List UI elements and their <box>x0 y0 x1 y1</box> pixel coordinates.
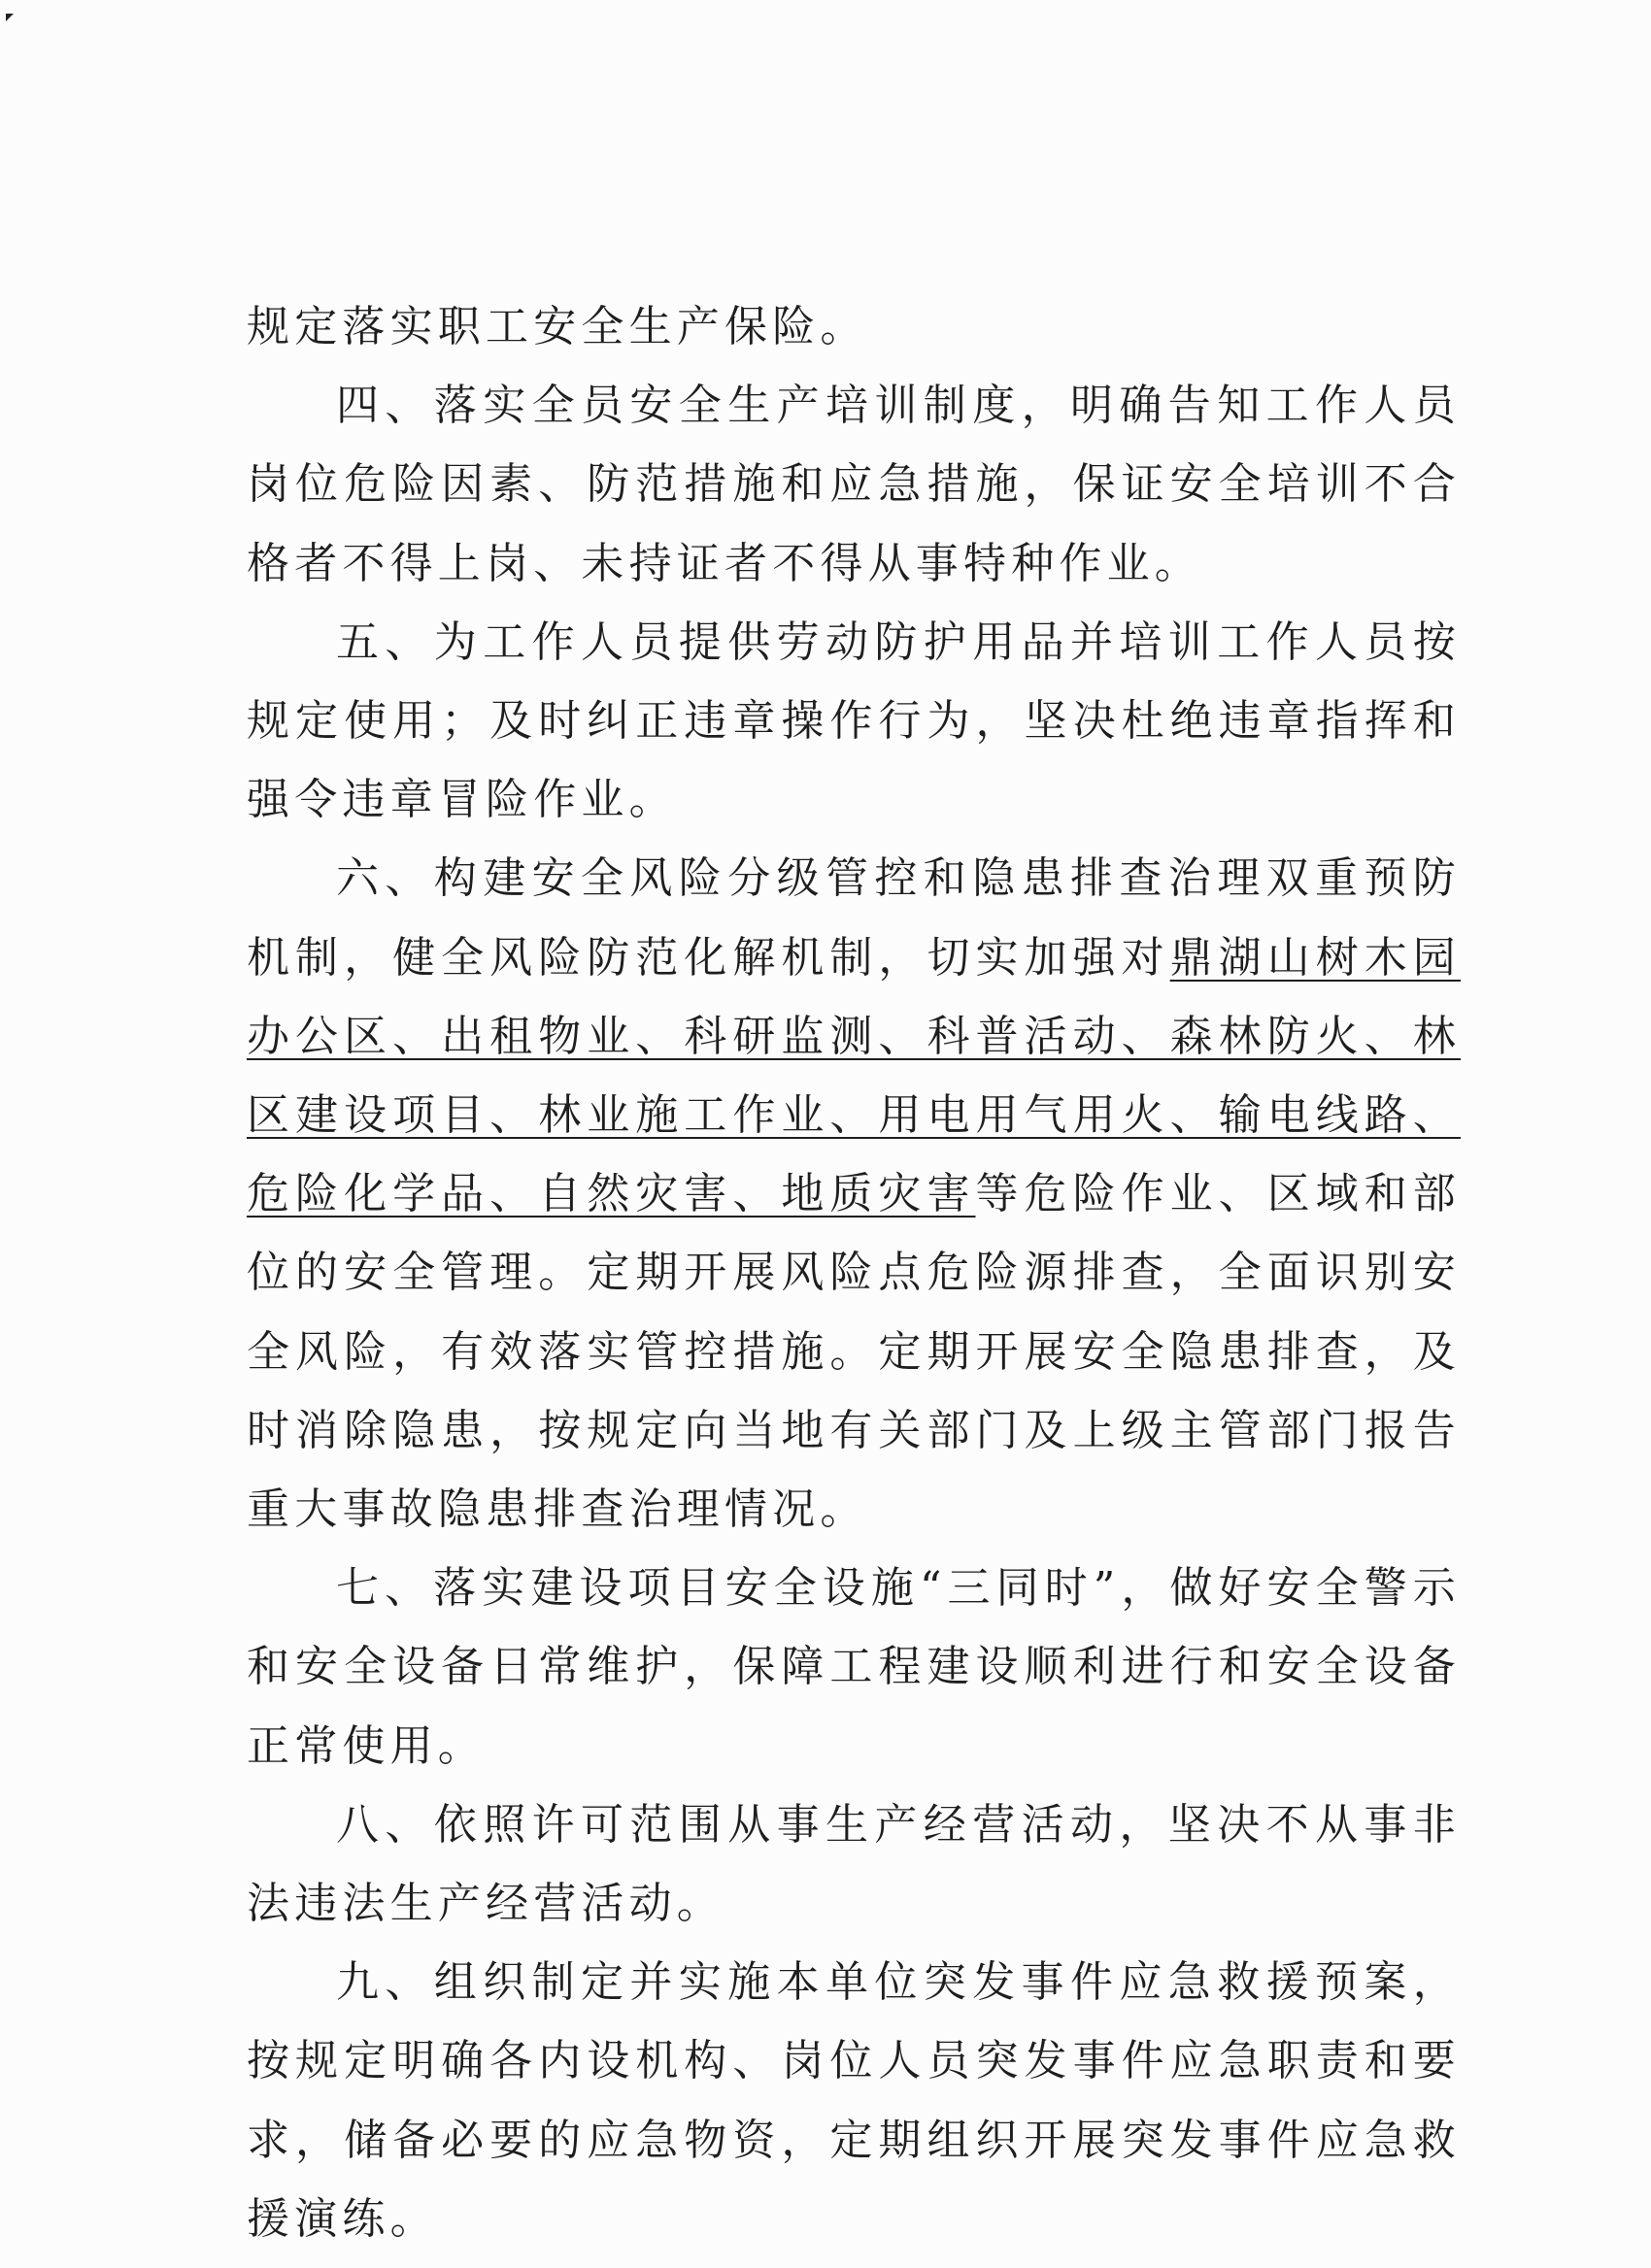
paragraph-item-6 <box>247 839 1461 1549</box>
scan-corner-mark <box>6 14 14 21</box>
paragraph-item-7: 七、落实建设项目安全设施“三同时”，做好安全警示和安全设备日常维护，保障工程建设顺利进行和安全设备正常使用。 <box>247 1563 1461 1771</box>
paragraph-item-6-lead: 六、构建安全风险分级管控和隐患排查治理双重预防机制，健全风险防范化解机制，切实加强对 <box>247 853 1461 983</box>
underlined-risk-areas: 鼎湖山树木园办公区、出租物业、科研监测、科普活动、森林防火、林区建设项目、林业施工作业、用电用气用火、输电线路、危险化学品、自然灾害、地质灾害 <box>247 932 1461 1219</box>
paragraph-item-8: 八、依照许可范围从事生产经营活动，坚决不从事非法违法生产经营活动。 <box>247 1799 1461 1929</box>
paragraph-item-4: 四、落实全员安全生产培训制度，明确告知工作人员岗位危险因素、防范措施和应急措施，保证安全培训不合格者不得上岗、未持证者不得从事特种作业。 <box>247 381 1461 588</box>
paragraph-item-9: 九、组织制定并实施本单位突发事件应急救援预案，按规定明确各内设机构、岗位人员突发事件应急职责和要求，储备必要的应急物资，定期组织开展突发事件应急救援演练。 <box>247 1957 1461 2244</box>
paragraph-item-6-tail: 等危险作业、区域和部位的安全管理。定期开展风险点危险源排查，全面识别安全风险，有效落实管控措施。定期开展安全隐患排查，及时消除隐患，按规定向当地有关部门及上级主管部门报告重大事故隐患排查治理情况。 <box>247 1169 1461 1535</box>
paragraph-item-5: 五、为工作人员提供劳动防护用品并培训工作人员按规定使用；及时纠正违章操作行为，坚决杜绝违章指挥和强令违章冒险作业。 <box>247 617 1461 825</box>
document-body <box>247 287 1461 2258</box>
paragraph-continuation: 规定落实职工安全生产保险。 <box>247 302 868 351</box>
